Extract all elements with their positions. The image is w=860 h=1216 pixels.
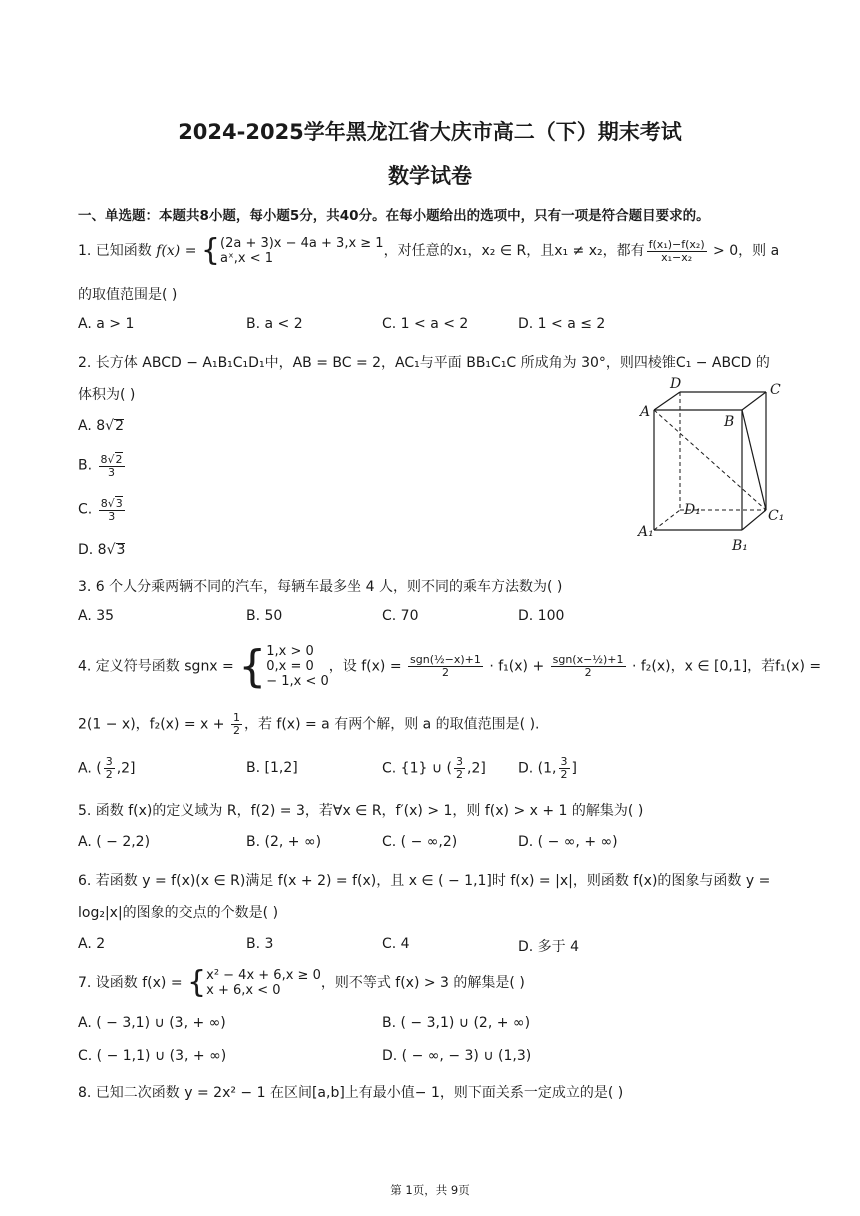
question-3-option-b: B. 50 xyxy=(246,608,283,624)
exam-subtitle: 数学试卷 xyxy=(388,164,472,188)
question-1-option-c: C. 1 < a < 2 xyxy=(382,316,469,332)
question-2-stem-cont: 体积为( ) xyxy=(78,387,136,403)
question-5-option-a: A. ( − 2,2) xyxy=(78,834,151,850)
vertex-label-a1: A₁ xyxy=(638,524,654,540)
question-4-stem-cont: 2(1 − x)，f₂(x) = x + $\frac{1}{2}$ ，若 f(x) = a 有两个解，则 a 的取值范围是( ). xyxy=(78,711,540,737)
question-4-option-b: B. [1,2] xyxy=(246,760,298,776)
question-7-option-d: D. ( − ∞, − 3) ∪ (1,3) xyxy=(382,1048,532,1064)
question-5-option-c: C. ( − ∞,2) xyxy=(382,834,458,850)
question-6-option-c: C. 4 xyxy=(382,936,410,952)
question-4-option-a: A. ( $\frac{3}{2}$ ,2] xyxy=(78,755,136,781)
question-2-option-a: A. 8√2 xyxy=(78,418,124,434)
question-4-option-c: C. {1} ∪ ( $\frac{3}{2}$ ,2] xyxy=(382,755,486,781)
vertex-label-a: A xyxy=(640,404,651,420)
question-3-stem: 3. 6 个人分乘两辆不同的汽车，每辆车最多坐 4 人，则不同的乘车方法数为( ) xyxy=(78,579,563,595)
question-1-option-b: B. a < 2 xyxy=(246,316,303,332)
vertex-label-b1: B₁ xyxy=(732,538,748,554)
question-1-stem: 1. 已知函数 f(x) = { (2a + 3)x − 4a + 3,x ≥ 1 aˣ,x < 1 ，对任意的x₁，x₂ ∈ R，且x₁ ≠ x₂，都有 $\frac{\text{f(x₁)−f(x₂)}}{\text{x₁−x₂}}$ > 0，则 a xyxy=(78,233,780,268)
section-heading: 一、单选题：本题共8小题，每小题5分，共40分。在每小题给出的选项中，只有一项是符合题目要求的。 xyxy=(78,208,710,224)
question-5-option-d: D. ( − ∞, + ∞) xyxy=(518,834,618,850)
question-6-stem-cont: log₂|x|的图象的交点的个数是( ) xyxy=(78,905,279,921)
vertex-label-d: D xyxy=(670,376,682,392)
question-4-stem: 4. 定义符号函数 sgnx = { 1,x > 0 0,x = 0 − 1,x < 0 ，设 f(x) = $\frac{\text{sgn(½−x)+1}}{2}$ · f₁(x) + $\frac{\text{sgn(x−½)+1}}{2}$ · f₂(x)，x ∈ [0,1]，若f₁(x) = xyxy=(78,640,822,692)
question-6-option-a: A. 2 xyxy=(78,936,106,952)
question-2-option-d: D. 8√3 xyxy=(78,542,126,558)
vertex-label-c: C xyxy=(770,382,781,398)
question-3-option-c: C. 70 xyxy=(382,608,419,624)
question-2-stem: 2. 长方体 ABCD − A₁B₁C₁D₁中，AB = BC = 2，AC₁与平面 BB₁C₁C 所成角为 30°，则四棱锥C₁ − ABCD 的 xyxy=(78,355,770,371)
question-6-option-b: B. 3 xyxy=(246,936,274,952)
question-3-option-d: D. 100 xyxy=(518,608,565,624)
question-6-stem: 6. 若函数 y = f(x)(x ∈ R)满足 f(x + 2) = f(x)，且 x ∈ ( − 1,1]时 f(x) = |x|，则函数 f(x)的图象与函数 y = xyxy=(78,873,771,889)
question-1-option-d: D. 1 < a ≤ 2 xyxy=(518,316,606,332)
vertex-label-b: B xyxy=(724,414,735,430)
vertex-label-d1: D₁ xyxy=(684,502,701,518)
question-2-option-b: B. $\frac{8√2}{3}$ xyxy=(78,453,123,479)
question-1-stem-cont: 的取值范围是( ) xyxy=(78,287,178,303)
question-7-option-b: B. ( − 3,1) ∪ (2, + ∞) xyxy=(382,1015,531,1031)
question-5-option-b: B. (2, + ∞) xyxy=(246,834,322,850)
question-7-stem: 7. 设函数 f(x) = { x² − 4x + 6,x ≥ 0 x + 6,x < 0 ，则不等式 f(x) > 3 的解集是( ) xyxy=(78,965,525,1000)
question-1-option-a: A. a > 1 xyxy=(78,316,135,332)
question-6-option-d: D. 多于 4 xyxy=(518,939,580,955)
question-3-option-a: A. 35 xyxy=(78,608,115,624)
cuboid-figure xyxy=(632,374,792,554)
question-5-stem: 5. 函数 f(x)的定义域为 R，f(2) = 3，若∀x ∈ R，f′(x) > 1，则 f(x) > x + 1 的解集为( ) xyxy=(78,803,644,819)
exam-title: 2024-2025学年黑龙江省大庆市高二（下）期末考试 xyxy=(178,120,682,144)
page-footer: 第 1页，共 9页 xyxy=(390,1183,470,1197)
vertex-label-c1: C₁ xyxy=(768,508,785,524)
question-7-option-a: A. ( − 3,1) ∪ (3, + ∞) xyxy=(78,1015,226,1031)
question-4-option-d: D. (1, $\frac{3}{2}$ ] xyxy=(518,755,577,781)
question-2-option-c: C. $\frac{8√3}{3}$ xyxy=(78,497,123,523)
question-7-option-c: C. ( − 1,1) ∪ (3, + ∞) xyxy=(78,1048,227,1064)
question-8-stem: 8. 已知二次函数 y = 2x² − 1 在区间[a,b]上有最小值− 1，则下面关系一定成立的是( ) xyxy=(78,1085,624,1101)
